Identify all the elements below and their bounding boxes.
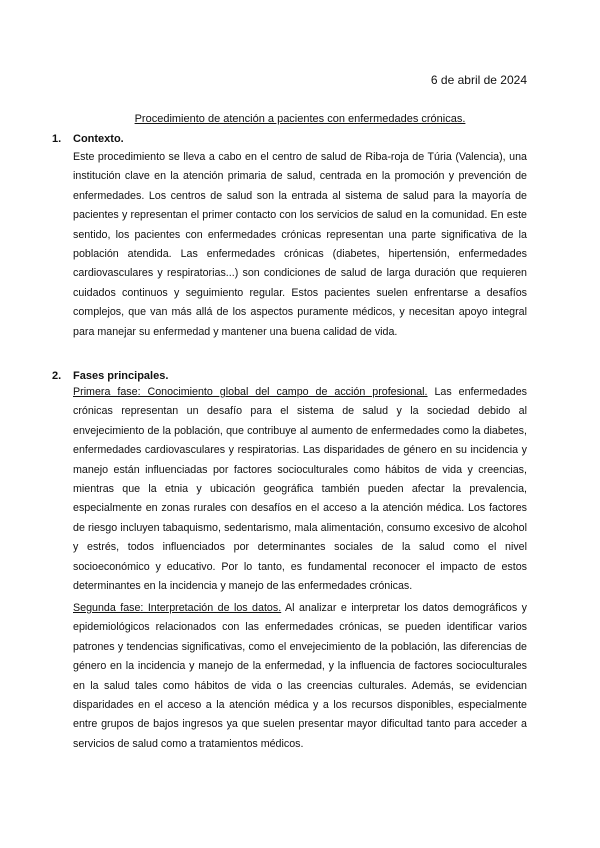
paragraph-text: Las enfermedades crónicas representan un desafío para el sistema de salud y la sociedad debido al envejecimiento de la población, que contribuye al aumento de enfermedades como la diabetes, enfermedades cardiovasculares y respiratorias. Las disparidades de género en su incidencia y manejo están influenciadas por factores socioculturales como hábitos de vida y creencias, mientras que la etnia y ubicación geográfica también pueden afectar la prevalencia, especialmente en zonas rurales con desafíos en el acceso a la atención médica. Los factores de riesgo incluyen tabaquismo, sedentarismo, mala alimentación, consumo excesivo de alcohol y estrés, todos influenciados por determinantes sociales de la salud como el nivel socioeconómico y educativo. Por lo tanto, es fundamental reconocer el impacto de estos determinantes en la incidencia y manejo de las enfermedades crónicas.	[73, 386, 527, 593]
section-title: Fases principales.	[73, 370, 169, 382]
paragraph-contexto	[73, 148, 527, 342]
document-title: Procedimiento de atención a pacientes con enfermedades crónicas.	[134, 113, 466, 125]
section-heading-fases	[52, 369, 168, 383]
section-heading-contexto	[52, 132, 124, 146]
paragraph-primera-fase	[73, 383, 527, 596]
section-number: 1.	[52, 133, 62, 145]
paragraph-lead: Segunda fase: Interpretación de los datos.	[73, 602, 282, 614]
paragraph-lead: Primera fase: Conocimiento global del campo de acción profesional.	[73, 386, 428, 398]
paragraph-text: Al analizar e interpretar los datos demográficos y epidemiológicos relacionados con las enfermedades crónicas, se pueden identificar varios patrones y tendencias significativas, como el envejecimiento de la población, las diferencias de género en la incidencia y manejo de la enfermedad, y la influencia de factores socioculturales en la salud tales como hábitos de vida o las creencias culturales. Además, se evidencian disparidades en el acceso a la atención médica y a los recursos disponibles, especialmente entre grupos de bajos ingresos ya que suelen presentar mayor dificultad tanto para acceder a servicios de salud como a tratamientos médicos.	[73, 602, 528, 750]
document-date: 6 de abril de 2024	[430, 73, 527, 87]
document-title-wrapper	[0, 112, 600, 126]
paragraph-segunda-fase	[73, 599, 527, 754]
section-number: 2.	[52, 370, 62, 382]
paragraph-text: Este procedimiento se lleva a cabo en el centro de salud de Riba-roja de Túria (Valencia), una institución clave en la atención primaria de salud, centrada en la promoción y prevención de enfermedades. Los centros de salud son la entrada al sistema de salud para la mayoría de pacientes y representan el primer contacto con los servicios de salud en la comunidad. En este sentido, los pacientes con enfermedades crónicas representan una parte significativa de la población atendida. Las enfermedades crónicas (diabetes, hipertensión, enfermedades cardiovasculares y respiratorias...) son condiciones de salud de larga duración que requieren cuidados continuos y seguimiento regular. Estos pacientes suelen enfrentarse a desafíos complejos, que van más allá de los aspectos puramente médicos, y necesitan apoyo integral para manejar su enfermedad y mantener una buena calidad de vida.	[73, 151, 527, 338]
section-title: Contexto.	[73, 133, 124, 145]
